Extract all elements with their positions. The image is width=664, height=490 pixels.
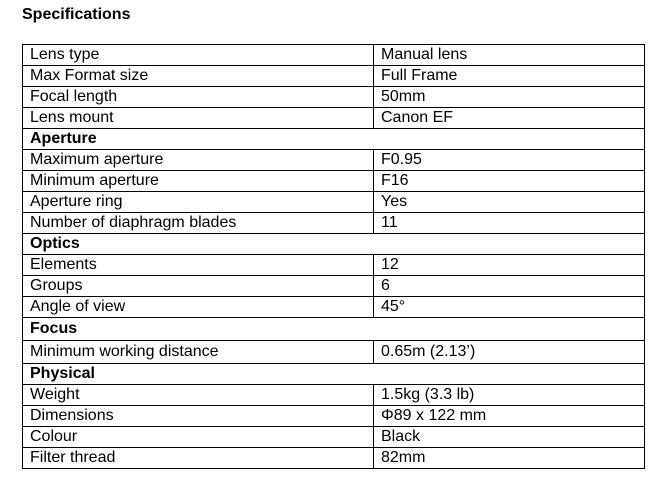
spec-label: Maximum aperture bbox=[23, 150, 374, 171]
spec-label: Lens mount bbox=[23, 108, 374, 129]
spec-value: 1.5kg (3.3 lb) bbox=[374, 385, 645, 406]
table-row bbox=[23, 341, 645, 364]
section-heading: Aperture bbox=[23, 129, 645, 150]
table-row bbox=[23, 276, 645, 297]
table-row bbox=[23, 66, 645, 87]
spec-value: Φ89 x 122 mm bbox=[374, 406, 645, 427]
spec-label: Number of diaphragm blades bbox=[23, 213, 374, 234]
spec-label: Colour bbox=[23, 427, 374, 448]
spec-label: Minimum working distance bbox=[23, 341, 374, 364]
spec-label: Lens type bbox=[23, 45, 374, 66]
table-row bbox=[23, 45, 645, 66]
spec-value: Black bbox=[374, 427, 645, 448]
spec-label: Elements bbox=[23, 255, 374, 276]
table-row bbox=[23, 297, 645, 318]
spec-label: Max Format size bbox=[23, 66, 374, 87]
spec-value: F16 bbox=[374, 171, 645, 192]
spec-value: 50mm bbox=[374, 87, 645, 108]
spec-label: Angle of view bbox=[23, 297, 374, 318]
page-title: Specifications bbox=[22, 6, 131, 23]
spec-label: Groups bbox=[23, 276, 374, 297]
table-row bbox=[23, 406, 645, 427]
table-row bbox=[23, 427, 645, 448]
spec-value: 45° bbox=[374, 297, 645, 318]
section-heading: Physical bbox=[23, 364, 645, 385]
spec-value: Yes bbox=[374, 192, 645, 213]
spec-value: 6 bbox=[374, 276, 645, 297]
spec-value: 82mm bbox=[374, 448, 645, 469]
spec-value: Manual lens bbox=[374, 45, 645, 66]
spec-value: 11 bbox=[374, 213, 645, 234]
spec-value: 12 bbox=[374, 255, 645, 276]
section-heading: Optics bbox=[23, 234, 645, 255]
table-row bbox=[23, 385, 645, 406]
table-row bbox=[23, 448, 645, 469]
table-row bbox=[23, 87, 645, 108]
spec-label: Minimum aperture bbox=[23, 171, 374, 192]
spec-label: Filter thread bbox=[23, 448, 374, 469]
spec-label: Aperture ring bbox=[23, 192, 374, 213]
spec-label: Focal length bbox=[23, 87, 374, 108]
specifications-table bbox=[22, 44, 645, 469]
section-header-row bbox=[23, 364, 645, 385]
spec-label: Weight bbox=[23, 385, 374, 406]
table-row bbox=[23, 171, 645, 192]
spec-value: Full Frame bbox=[374, 66, 645, 87]
spec-value: F0.95 bbox=[374, 150, 645, 171]
table-row bbox=[23, 192, 645, 213]
spec-value: Canon EF bbox=[374, 108, 645, 129]
section-header-row bbox=[23, 129, 645, 150]
section-heading: Focus bbox=[23, 318, 645, 341]
table-row bbox=[23, 255, 645, 276]
table-row bbox=[23, 213, 645, 234]
section-header-row bbox=[23, 318, 645, 341]
specifications-table-body bbox=[23, 45, 645, 469]
section-header-row bbox=[23, 234, 645, 255]
spec-value: 0.65m (2.13’) bbox=[374, 341, 645, 364]
spec-label: Dimensions bbox=[23, 406, 374, 427]
table-row bbox=[23, 150, 645, 171]
table-row bbox=[23, 108, 645, 129]
